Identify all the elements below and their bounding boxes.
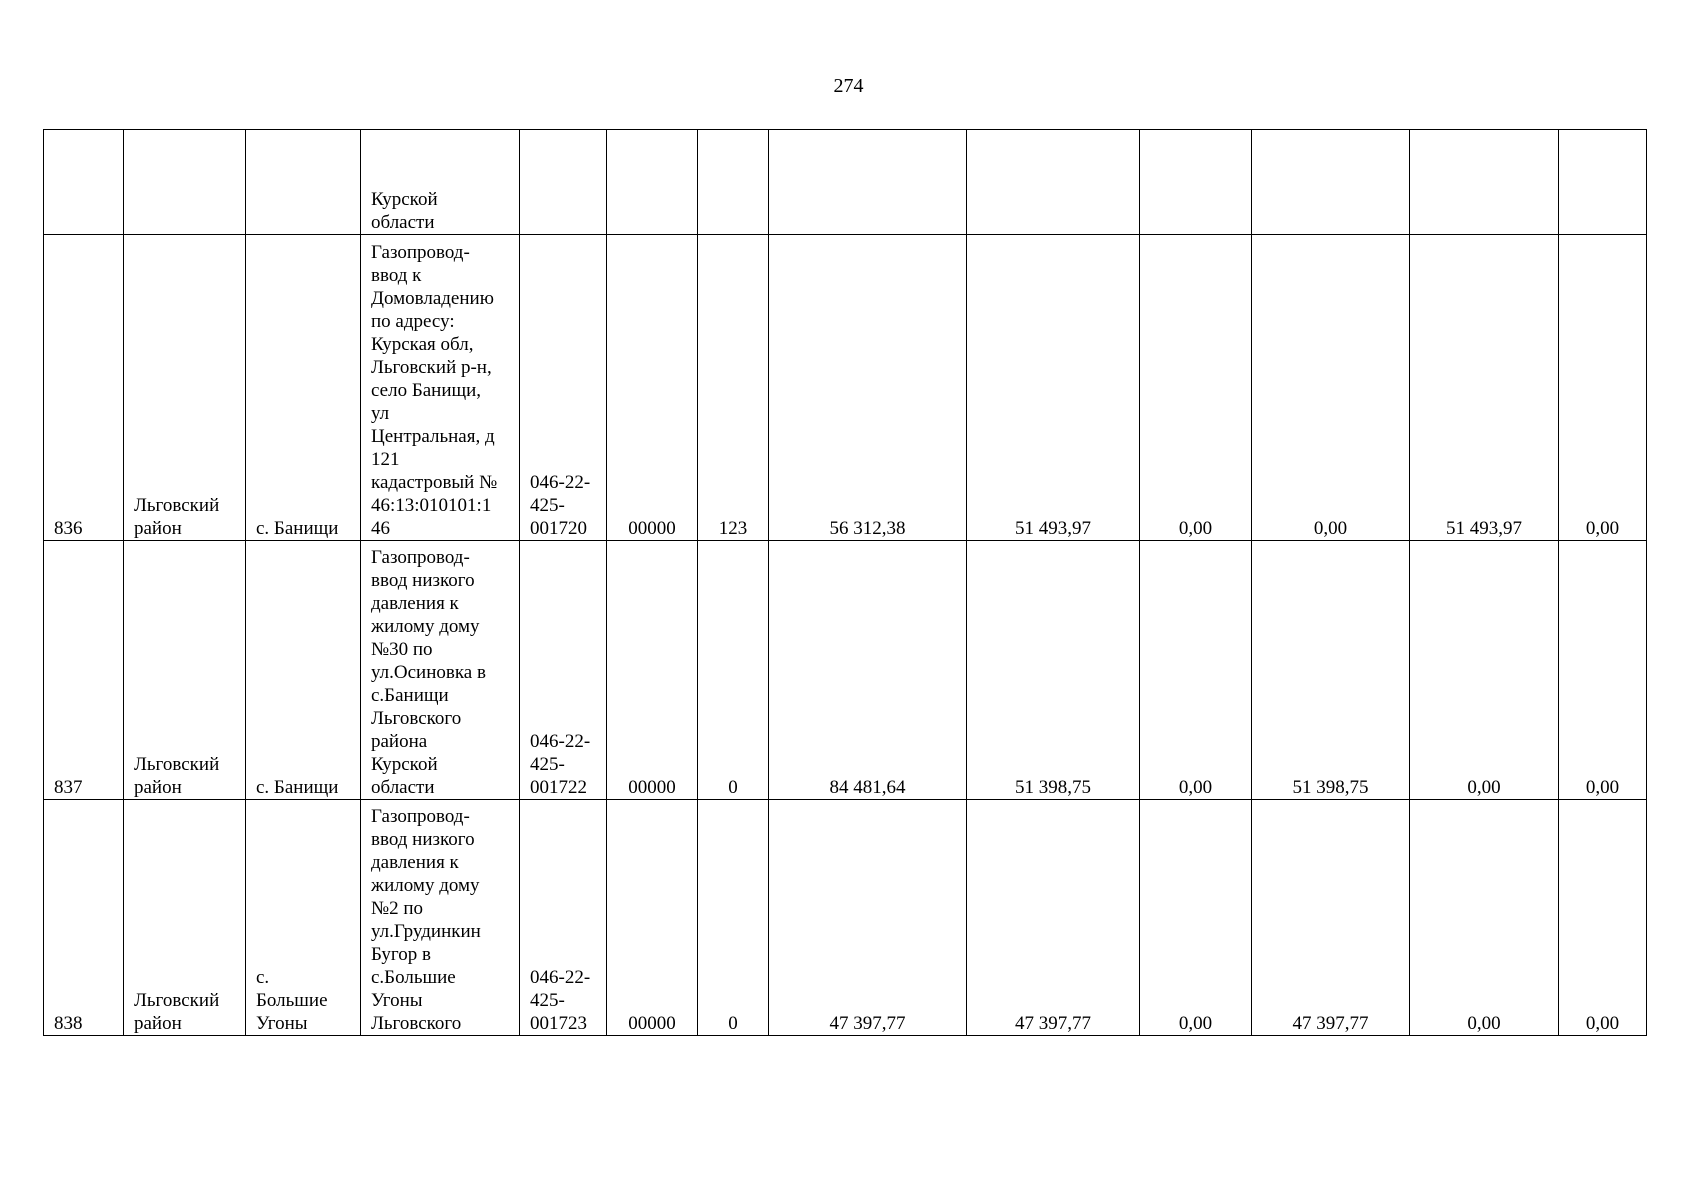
cell-residual-cost: 47 397,77: [967, 800, 1140, 1036]
cell-col-d: 0,00: [1559, 235, 1647, 541]
cell-description: Газопровод- ввод низкого давления к жилому дому №2 по ул.Грудинкин Бугор в с.Большие Угоны Льговского: [361, 800, 520, 1036]
cell-code: 00000: [607, 800, 698, 1036]
cell-inventory-no: 046-22- 425- 001723: [520, 800, 607, 1036]
cell-inventory-no: 046-22- 425- 001720: [520, 235, 607, 541]
cell-code: 00000: [607, 541, 698, 800]
cell-description: Газопровод- ввод низкого давления к жилому дому №30 по ул.Осиновка в с.Банищи Льговского района Курской области: [361, 541, 520, 800]
cell-num: 836: [44, 235, 124, 541]
cell-col-b: 47 397,77: [1252, 800, 1410, 1036]
cell-length: 0: [698, 541, 769, 800]
cell-initial-cost: 47 397,77: [769, 800, 967, 1036]
table-row-continuation: [44, 130, 1647, 235]
cell-col-a: 0,00: [1140, 541, 1252, 800]
cell-length: 0: [698, 800, 769, 1036]
cell-district: Льговский район: [124, 800, 246, 1036]
cell-col-a: [1140, 130, 1252, 235]
cell-col-b: 51 398,75: [1252, 541, 1410, 800]
cell-col-d: 0,00: [1559, 800, 1647, 1036]
cell-initial-cost: [769, 130, 967, 235]
cell-col-c: 0,00: [1410, 541, 1559, 800]
cell-code: 00000: [607, 235, 698, 541]
cell-settlement: с. Банищи: [246, 541, 361, 800]
cell-length: 123: [698, 235, 769, 541]
cell-description: Газопровод- ввод к Домовладению по адресу: Курская обл, Льговский р-н, село Банищи, ул Центральная, д 121 кадастровый № 46:13:010101:1 46: [361, 235, 520, 541]
cell-residual-cost: 51 493,97: [967, 235, 1140, 541]
cell-district: [124, 130, 246, 235]
cell-col-c: 51 493,97: [1410, 235, 1559, 541]
cell-description: Курской области: [361, 130, 520, 235]
cell-district: Льговский район: [124, 235, 246, 541]
cell-length: [698, 130, 769, 235]
cell-initial-cost: 84 481,64: [769, 541, 967, 800]
cell-col-c: 0,00: [1410, 800, 1559, 1036]
cell-residual-cost: 51 398,75: [967, 541, 1140, 800]
cell-inventory-no: [520, 130, 607, 235]
cell-col-b: 0,00: [1252, 235, 1410, 541]
table-row: [44, 541, 1647, 800]
cell-settlement: с. Банищи: [246, 235, 361, 541]
cell-col-b: [1252, 130, 1410, 235]
cell-col-a: 0,00: [1140, 800, 1252, 1036]
cell-col-a: 0,00: [1140, 235, 1252, 541]
cell-settlement: с. Большие Угоны: [246, 800, 361, 1036]
table-row: [44, 800, 1647, 1036]
cell-col-d: 0,00: [1559, 541, 1647, 800]
page-number: 274: [833, 75, 864, 97]
cell-col-d: [1559, 130, 1647, 235]
cell-num: 838: [44, 800, 124, 1036]
cell-code: [607, 130, 698, 235]
cell-initial-cost: 56 312,38: [769, 235, 967, 541]
property-table: [43, 129, 1647, 1036]
cell-num: [44, 130, 124, 235]
cell-inventory-no: 046-22- 425- 001722: [520, 541, 607, 800]
cell-residual-cost: [967, 130, 1140, 235]
cell-district: Льговский район: [124, 541, 246, 800]
table-row: [44, 235, 1647, 541]
cell-settlement: [246, 130, 361, 235]
cell-col-c: [1410, 130, 1559, 235]
cell-num: 837: [44, 541, 124, 800]
